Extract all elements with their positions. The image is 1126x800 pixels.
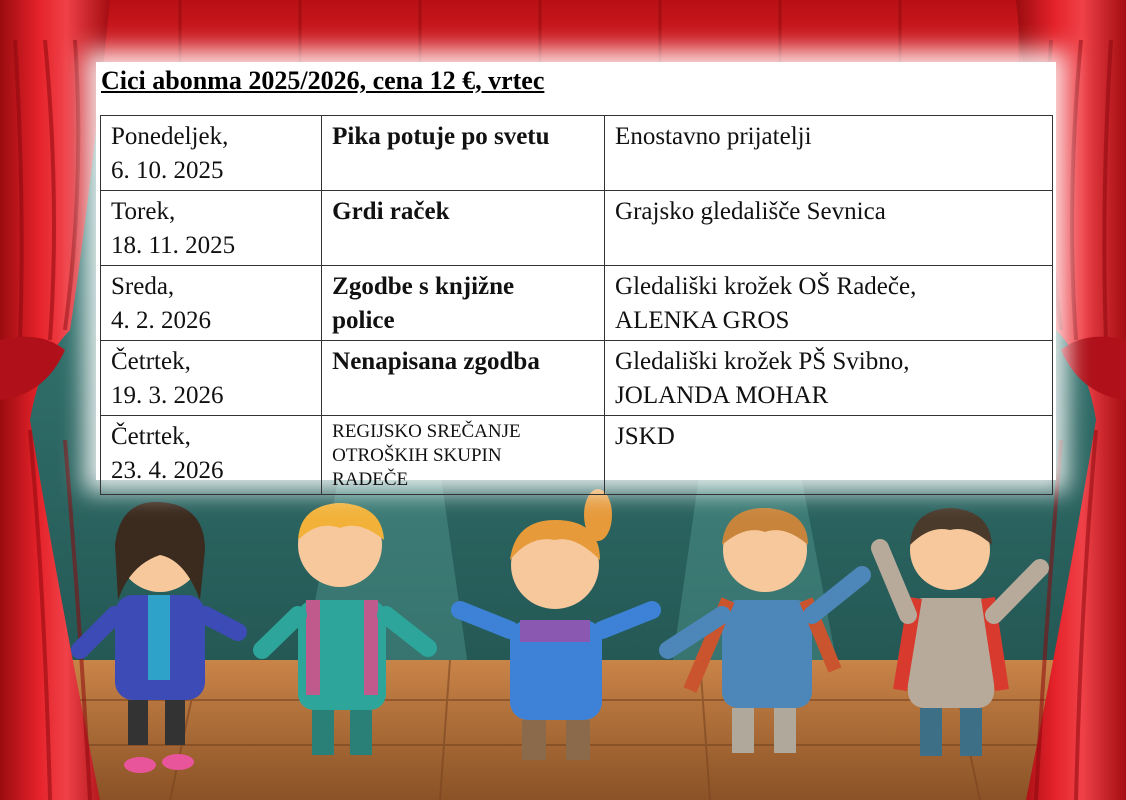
performer-name: Grajsko gledališče Sevnica — [615, 198, 886, 225]
show-title: police — [332, 307, 395, 334]
performer-cell — [605, 266, 1053, 341]
day-label: Četrtek, — [111, 348, 191, 375]
performer-name: Gledališki krožek PŠ Svibno, — [615, 348, 910, 375]
show-title: Grdi raček — [332, 198, 450, 225]
show-title: OTROŠKIH SKUPIN — [332, 445, 502, 466]
table-row — [101, 116, 1053, 191]
performer-cell — [605, 341, 1053, 416]
day-label: Ponedeljek, — [111, 123, 229, 150]
performer-cell — [605, 416, 1053, 495]
date-label: 19. 3. 2026 — [111, 382, 224, 409]
date-cell — [101, 191, 322, 266]
show-title: Pika potuje po svetu — [332, 123, 550, 150]
show-cell — [322, 341, 605, 416]
table-row — [101, 416, 1053, 495]
performer-name: JSKD — [615, 423, 675, 450]
date-label: 4. 2. 2026 — [111, 307, 211, 334]
show-title: REGIJSKO SREČANJE — [332, 421, 521, 442]
date-label: 6. 10. 2025 — [111, 157, 224, 184]
table-row — [101, 341, 1053, 416]
schedule-table — [100, 115, 1053, 495]
show-title: Nenapisana zgodba — [332, 348, 540, 375]
show-title: RADEČE — [332, 469, 409, 490]
show-cell — [322, 191, 605, 266]
date-cell — [101, 416, 322, 495]
performer-cell — [605, 191, 1053, 266]
day-label: Četrtek, — [111, 423, 191, 450]
show-cell — [322, 116, 605, 191]
show-cell — [322, 416, 605, 495]
performer-name: Gledališki krožek OŠ Radeče, — [615, 273, 917, 300]
date-cell — [101, 116, 322, 191]
show-title: Zgodbe s knjižne — [332, 273, 515, 300]
document-title: Cici abonma 2025/2026, cena 12 €, vrtec — [101, 66, 545, 95]
date-label: 23. 4. 2026 — [111, 457, 224, 484]
table-row — [101, 191, 1053, 266]
date-cell — [101, 341, 322, 416]
date-cell — [101, 266, 322, 341]
table-row — [101, 266, 1053, 341]
performer-cell — [605, 116, 1053, 191]
performer-name: ALENKA GROS — [615, 307, 790, 334]
performer-name: Enostavno prijatelji — [615, 123, 812, 150]
day-label: Torek, — [111, 198, 176, 225]
date-label: 18. 11. 2025 — [111, 232, 236, 259]
performer-name: JOLANDA MOHAR — [615, 382, 829, 409]
show-cell — [322, 266, 605, 341]
day-label: Sreda, — [111, 273, 175, 300]
